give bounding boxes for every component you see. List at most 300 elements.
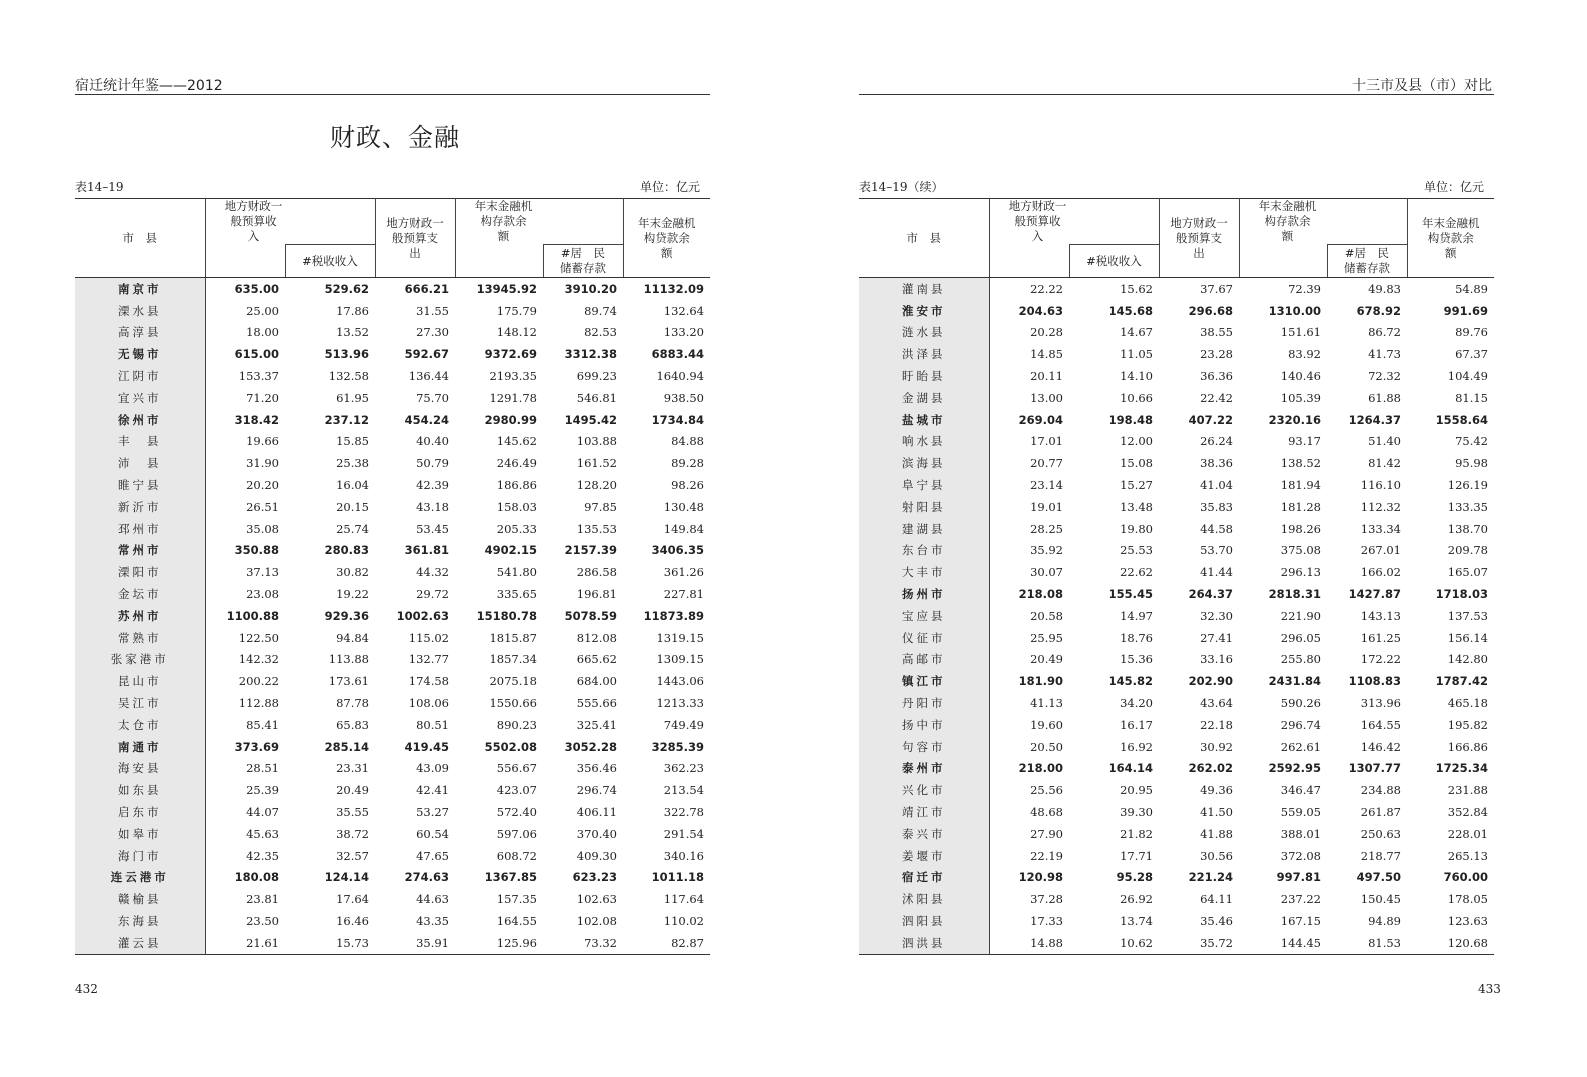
savings-value: 133.34 [1360, 521, 1401, 536]
table-row [859, 496, 1494, 518]
loans-value: 195.82 [1447, 717, 1488, 732]
savings-value: 684.00 [576, 674, 617, 689]
region-name: 涟水县 [859, 322, 989, 344]
region-name: 太仓市 [75, 714, 205, 736]
left-page [0, 0, 793, 1077]
table-row [859, 823, 1494, 845]
loans-value: 1309.15 [656, 652, 704, 667]
col-header-tax: #税收收入 [1069, 245, 1159, 278]
deposits-value: 608.72 [496, 848, 537, 863]
expenditure-value: 75.70 [416, 390, 449, 405]
savings-value: 86.72 [1368, 325, 1401, 340]
deposits-value: 296.13 [1280, 565, 1321, 580]
region-name: 响水县 [859, 431, 989, 453]
savings-value: 146.42 [1360, 739, 1401, 754]
region-name: 南通市 [75, 736, 205, 758]
col-header-savings [1327, 245, 1407, 278]
revenue-value: 23.08 [205, 583, 285, 605]
tax-value: 87.78 [336, 696, 369, 711]
expenditure-value: 174.58 [408, 674, 449, 689]
deposits-value: 2075.18 [489, 674, 537, 689]
deposits-value: 157.35 [496, 892, 537, 907]
table-row [859, 692, 1494, 714]
revenue-value: 26.51 [205, 496, 285, 518]
tax-value: 155.45 [1108, 587, 1153, 602]
savings-value: 89.74 [584, 303, 617, 318]
tax-value: 19.80 [1120, 521, 1153, 536]
tax-value: 20.95 [1120, 783, 1153, 798]
expenditure-value: 26.24 [1200, 434, 1233, 449]
region-name: 宝应县 [859, 605, 989, 627]
chapter-title: 财政、金融 [330, 123, 461, 152]
tax-value: 132.58 [328, 369, 369, 384]
table-row [75, 801, 710, 823]
savings-value: 128.20 [576, 478, 617, 493]
table-id-left: 表14–19 [75, 180, 124, 194]
loans-value: 133.20 [663, 325, 704, 340]
savings-value: 3052.28 [564, 739, 617, 754]
loans-value: 1319.15 [656, 630, 704, 645]
table-row [859, 845, 1494, 867]
tax-value: 61.95 [336, 390, 369, 405]
table-row [75, 561, 710, 583]
expenditure-value: 53.27 [416, 805, 449, 820]
expenditure-value: 35.91 [375, 932, 455, 954]
deposits-value: 556.67 [496, 761, 537, 776]
deposits-value: 375.08 [1280, 543, 1321, 558]
revenue-value: 373.69 [205, 736, 285, 758]
expenditure-value: 30.92 [1200, 739, 1233, 754]
expenditure-value: 41.50 [1200, 805, 1233, 820]
savings-value: 103.88 [576, 434, 617, 449]
revenue-value: 17.01 [989, 431, 1069, 453]
expenditure-value: 666.21 [404, 281, 449, 296]
tax-value: 14.97 [1120, 608, 1153, 623]
revenue-value: 44.07 [205, 801, 285, 823]
savings-value: 82.53 [584, 325, 617, 340]
loans-value: 166.86 [1447, 739, 1488, 754]
table-row [75, 823, 710, 845]
region-name: 海安县 [75, 758, 205, 780]
tax-value: 16.46 [336, 914, 369, 928]
deposits-value: 9372.69 [484, 347, 537, 362]
col-header-deposits [455, 199, 623, 245]
savings-value: 2157.39 [564, 543, 617, 558]
expenditure-value: 44.32 [416, 565, 449, 580]
deposits-value: 105.39 [1280, 390, 1321, 405]
table-row [75, 605, 710, 627]
col-header-revenue-text: 地方财政一般预算收 入 [1008, 199, 1072, 243]
expenditure-value: 23.28 [1200, 347, 1233, 362]
table-row [859, 867, 1494, 889]
deposits-value: 72.39 [1288, 281, 1321, 296]
loans-value: 1640.94 [656, 369, 704, 384]
loans-value: 165.07 [1447, 565, 1488, 580]
col-header-expenditure [375, 199, 455, 278]
loans-value: 760.00 [1443, 870, 1488, 885]
expenditure-value: 419.45 [404, 739, 449, 754]
col-header-savings-text: #居 民储蓄存款 [560, 246, 606, 275]
expenditure-value: 40.40 [416, 434, 449, 449]
expenditure-value: 1002.63 [396, 608, 449, 623]
page-number-left: 432 [75, 982, 98, 996]
loans-value: 322.78 [663, 805, 704, 820]
revenue-value: 48.68 [989, 801, 1069, 823]
region-name: 徐州市 [75, 409, 205, 431]
savings-value: 61.88 [1368, 390, 1401, 405]
revenue-value: 19.60 [989, 714, 1069, 736]
region-name: 盐城市 [859, 409, 989, 431]
savings-value: 356.46 [576, 761, 617, 776]
table-row [859, 605, 1494, 627]
region-name: 建湖县 [859, 518, 989, 540]
loans-value: 938.50 [663, 390, 704, 405]
deposits-value: 186.86 [496, 478, 537, 493]
deposits-value: 144.45 [1239, 932, 1327, 954]
loans-value: 110.02 [663, 914, 704, 928]
table-row [75, 474, 710, 496]
deposits-value: 997.81 [1276, 870, 1321, 885]
savings-value: 406.11 [576, 805, 617, 820]
deposits-value: 590.26 [1280, 696, 1321, 711]
loans-value: 156.14 [1447, 630, 1488, 645]
table-row [75, 736, 710, 758]
tax-value: 15.36 [1120, 652, 1153, 667]
region-name: 金湖县 [859, 387, 989, 409]
deposits-value: 93.17 [1288, 434, 1321, 449]
expenditure-value: 22.42 [1200, 390, 1233, 405]
col-header-loans-text: 年末金融机构贷款余 额 [1422, 215, 1486, 260]
loans-value: 117.64 [663, 892, 704, 907]
loans-value: 6883.44 [651, 347, 704, 362]
savings-value: 286.58 [576, 565, 617, 580]
revenue-value: 20.20 [205, 474, 285, 496]
expenditure-value: 29.72 [416, 587, 449, 602]
revenue-value: 1100.88 [205, 605, 285, 627]
tax-value: 14.67 [1120, 325, 1153, 340]
table-row [75, 932, 710, 954]
table-row [75, 649, 710, 671]
region-name: 吴江市 [75, 692, 205, 714]
tax-value: 17.64 [336, 892, 369, 907]
region-name: 宜兴市 [75, 387, 205, 409]
revenue-value: 20.58 [989, 605, 1069, 627]
savings-value: 555.66 [576, 696, 617, 711]
deposits-value: 1857.34 [489, 652, 537, 667]
table-row [859, 365, 1494, 387]
expenditure-value: 42.39 [416, 478, 449, 493]
deposits-value: 5502.08 [484, 739, 537, 754]
expenditure-value: 132.77 [408, 652, 449, 667]
savings-value: 1108.83 [1348, 674, 1401, 689]
col-header-revenue-text: 地方财政一般预算收 入 [224, 199, 288, 243]
savings-value: 665.62 [576, 652, 617, 667]
tax-value: 25.53 [1120, 543, 1153, 558]
revenue-value: 635.00 [205, 278, 285, 300]
revenue-value: 142.32 [205, 649, 285, 671]
deposits-value: 167.15 [1280, 914, 1321, 928]
col-header-expenditure-text: 地方财政一般预算支 出 [1170, 215, 1234, 260]
savings-value: 94.89 [1368, 914, 1401, 928]
expenditure-value: 221.24 [1188, 870, 1233, 885]
loans-value: 137.53 [1447, 608, 1488, 623]
deposits-value: 1550.66 [489, 696, 537, 711]
deposits-value: 423.07 [496, 783, 537, 798]
loans-value: 362.23 [663, 761, 704, 776]
revenue-value: 37.28 [989, 888, 1069, 910]
loans-value: 149.84 [663, 521, 704, 536]
expenditure-value: 262.02 [1188, 761, 1233, 776]
tax-value: 15.73 [285, 932, 375, 954]
revenue-value: 23.50 [205, 910, 285, 932]
expenditure-value: 49.36 [1200, 783, 1233, 798]
deposits-value: 158.03 [496, 499, 537, 514]
deposits-value: 296.74 [1280, 717, 1321, 732]
tax-value: 15.27 [1120, 478, 1153, 493]
loans-value: 75.42 [1455, 434, 1488, 449]
revenue-value: 21.61 [205, 932, 285, 954]
region-name: 高淳县 [75, 322, 205, 344]
table-row [75, 387, 710, 409]
right-page [793, 0, 1587, 1077]
region-name: 镇江市 [859, 670, 989, 692]
revenue-value: 180.08 [205, 867, 285, 889]
loans-value: 1011.18 [651, 870, 704, 885]
deposits-value: 372.08 [1280, 848, 1321, 863]
tax-value: 22.62 [1120, 565, 1153, 580]
table-row [859, 649, 1494, 671]
loans-value: 98.26 [671, 478, 704, 493]
tax-value: 15.85 [336, 434, 369, 449]
savings-value: 678.92 [1356, 303, 1401, 318]
tax-value: 145.82 [1108, 674, 1153, 689]
region-name: 如皋市 [75, 823, 205, 845]
loans-value: 340.16 [663, 848, 704, 863]
region-name: 苏州市 [75, 605, 205, 627]
tax-value: 237.12 [324, 412, 369, 427]
deposits-value: 246.49 [496, 456, 537, 471]
deposits-value: 13945.92 [476, 281, 537, 296]
deposits-value: 140.46 [1280, 369, 1321, 384]
tax-value: 65.83 [336, 717, 369, 732]
region-name: 淮安市 [859, 300, 989, 322]
region-name: 连云港市 [75, 867, 205, 889]
col-header-region: 市 县 [859, 199, 989, 278]
expenditure-value: 37.67 [1200, 281, 1233, 296]
loans-value: 123.63 [1447, 914, 1488, 928]
savings-value: 5078.59 [564, 608, 617, 623]
table-row [859, 801, 1494, 823]
table-id-right: 表14–19（续） [859, 180, 944, 194]
revenue-value: 218.00 [989, 758, 1069, 780]
region-name: 泰兴市 [859, 823, 989, 845]
table-row [859, 714, 1494, 736]
revenue-value: 112.88 [205, 692, 285, 714]
region-name: 溧阳市 [75, 561, 205, 583]
revenue-value: 120.98 [989, 867, 1069, 889]
savings-value: 250.63 [1360, 826, 1401, 841]
tax-value: 145.68 [1108, 303, 1153, 318]
table-row [859, 627, 1494, 649]
region-name: 昆山市 [75, 670, 205, 692]
col-header-loans [1407, 199, 1494, 278]
loans-value: 209.78 [1447, 543, 1488, 558]
tax-value: 26.92 [1120, 892, 1153, 907]
savings-value: 3910.20 [564, 281, 617, 296]
region-name: 常州市 [75, 540, 205, 562]
loans-value: 54.89 [1455, 281, 1488, 296]
col-header-loans [623, 199, 710, 278]
tax-value: 12.00 [1120, 434, 1153, 449]
tax-value: 11.05 [1120, 347, 1153, 362]
col-header-deposits-text: 年末金融机构存款余 额 [474, 199, 538, 243]
tax-value: 164.14 [1108, 761, 1153, 776]
table-row [75, 758, 710, 780]
savings-value: 1264.37 [1348, 412, 1401, 427]
savings-value: 116.10 [1360, 478, 1401, 493]
table-row [75, 845, 710, 867]
region-name: 泗阳县 [859, 910, 989, 932]
deposits-value: 1291.78 [489, 390, 537, 405]
expenditure-value: 47.65 [416, 848, 449, 863]
expenditure-value: 43.18 [416, 499, 449, 514]
tax-value: 94.84 [336, 630, 369, 645]
savings-value: 102.08 [576, 914, 617, 928]
revenue-value: 28.51 [205, 758, 285, 780]
savings-value: 161.25 [1360, 630, 1401, 645]
loans-value: 465.18 [1447, 696, 1488, 711]
deposits-value: 145.62 [496, 434, 537, 449]
tax-value: 285.14 [324, 739, 369, 754]
revenue-value: 71.20 [205, 387, 285, 409]
col-header-deposits [1239, 199, 1407, 245]
deposits-value: 335.65 [496, 587, 537, 602]
revenue-value: 25.95 [989, 627, 1069, 649]
expenditure-value: 264.37 [1188, 587, 1233, 602]
revenue-value: 35.08 [205, 518, 285, 540]
loans-value: 133.35 [1447, 499, 1488, 514]
region-name: 兴化市 [859, 779, 989, 801]
tax-value: 30.82 [336, 565, 369, 580]
deposits-value: 2431.84 [1268, 674, 1321, 689]
expenditure-value: 407.22 [1188, 412, 1233, 427]
tax-value: 21.82 [1120, 826, 1153, 841]
col-header-deposits-spacer [1239, 245, 1327, 278]
region-name: 扬州市 [859, 583, 989, 605]
page-number-right: 433 [1478, 982, 1501, 996]
region-name: 金坛市 [75, 583, 205, 605]
expenditure-value: 38.36 [1200, 456, 1233, 471]
loans-value: 1787.42 [1435, 674, 1488, 689]
region-name: 睢宁县 [75, 474, 205, 496]
savings-value: 143.13 [1360, 608, 1401, 623]
expenditure-value: 38.55 [1200, 325, 1233, 340]
tax-value: 38.72 [336, 826, 369, 841]
expenditure-value: 32.30 [1200, 608, 1233, 623]
expenditure-value: 64.11 [1200, 892, 1233, 907]
revenue-value: 20.50 [989, 736, 1069, 758]
revenue-value: 14.88 [989, 932, 1069, 954]
savings-value: 102.63 [576, 892, 617, 907]
savings-value: 196.81 [576, 587, 617, 602]
table-row [859, 888, 1494, 910]
expenditure-value: 30.56 [1200, 848, 1233, 863]
table-row [859, 387, 1494, 409]
deposits-value: 2818.31 [1268, 587, 1321, 602]
tax-value: 513.96 [324, 347, 369, 362]
table-row [859, 670, 1494, 692]
region-name: 东海县 [75, 910, 205, 932]
revenue-value: 181.90 [989, 670, 1069, 692]
tax-value: 10.62 [1069, 932, 1159, 954]
table-row [75, 278, 710, 300]
table-row [859, 736, 1494, 758]
savings-value: 51.40 [1368, 434, 1401, 449]
col-header-expenditure [1159, 199, 1239, 278]
tax-value: 10.66 [1120, 390, 1153, 405]
col-header-revenue-spacer [205, 245, 285, 278]
savings-value: 81.42 [1368, 456, 1401, 471]
expenditure-value: 361.81 [404, 543, 449, 558]
savings-value: 3312.38 [564, 347, 617, 362]
deposits-value: 181.28 [1280, 499, 1321, 514]
loans-value: 120.68 [1407, 932, 1494, 954]
table-row [859, 278, 1494, 300]
tax-value: 529.62 [324, 281, 369, 296]
expenditure-value: 592.67 [404, 347, 449, 362]
header-rule-right [859, 94, 1494, 95]
table-row [75, 322, 710, 344]
region-name: 无锡市 [75, 343, 205, 365]
header-rule-left [75, 94, 710, 95]
region-name: 丰 县 [75, 431, 205, 453]
table-row [75, 431, 710, 453]
region-name: 洪泽县 [859, 343, 989, 365]
savings-value: 49.83 [1368, 281, 1401, 296]
deposits-value: 151.61 [1280, 325, 1321, 340]
savings-value: 166.02 [1360, 565, 1401, 580]
expenditure-value: 35.72 [1159, 932, 1239, 954]
savings-value: 73.32 [543, 932, 623, 954]
savings-value: 164.55 [1360, 717, 1401, 732]
expenditure-value: 50.79 [416, 456, 449, 471]
tax-value: 25.38 [336, 456, 369, 471]
revenue-value: 318.42 [205, 409, 285, 431]
region-name: 灌云县 [75, 932, 205, 954]
table-row [75, 888, 710, 910]
savings-value: 1427.87 [1348, 587, 1401, 602]
revenue-value: 20.77 [989, 452, 1069, 474]
expenditure-value: 41.44 [1200, 565, 1233, 580]
loans-value: 265.13 [1447, 848, 1488, 863]
deposits-value: 1367.85 [484, 870, 537, 885]
col-header-deposits-text: 年末金融机构存款余 额 [1258, 199, 1322, 243]
loans-value: 1213.33 [656, 696, 704, 711]
tax-value: 32.57 [336, 848, 369, 863]
revenue-value: 18.00 [205, 322, 285, 344]
col-header-revenue-spacer [989, 245, 1069, 278]
deposits-value: 148.12 [496, 325, 537, 340]
col-header-savings-text: #居 民储蓄存款 [1344, 246, 1390, 275]
table-row [75, 343, 710, 365]
region-name: 滨海县 [859, 452, 989, 474]
loans-value: 81.15 [1455, 390, 1488, 405]
revenue-value: 22.19 [989, 845, 1069, 867]
loans-value: 126.19 [1447, 478, 1488, 493]
deposits-value: 559.05 [1280, 805, 1321, 820]
region-name: 泗洪县 [859, 932, 989, 954]
deposits-value: 2592.95 [1268, 761, 1321, 776]
